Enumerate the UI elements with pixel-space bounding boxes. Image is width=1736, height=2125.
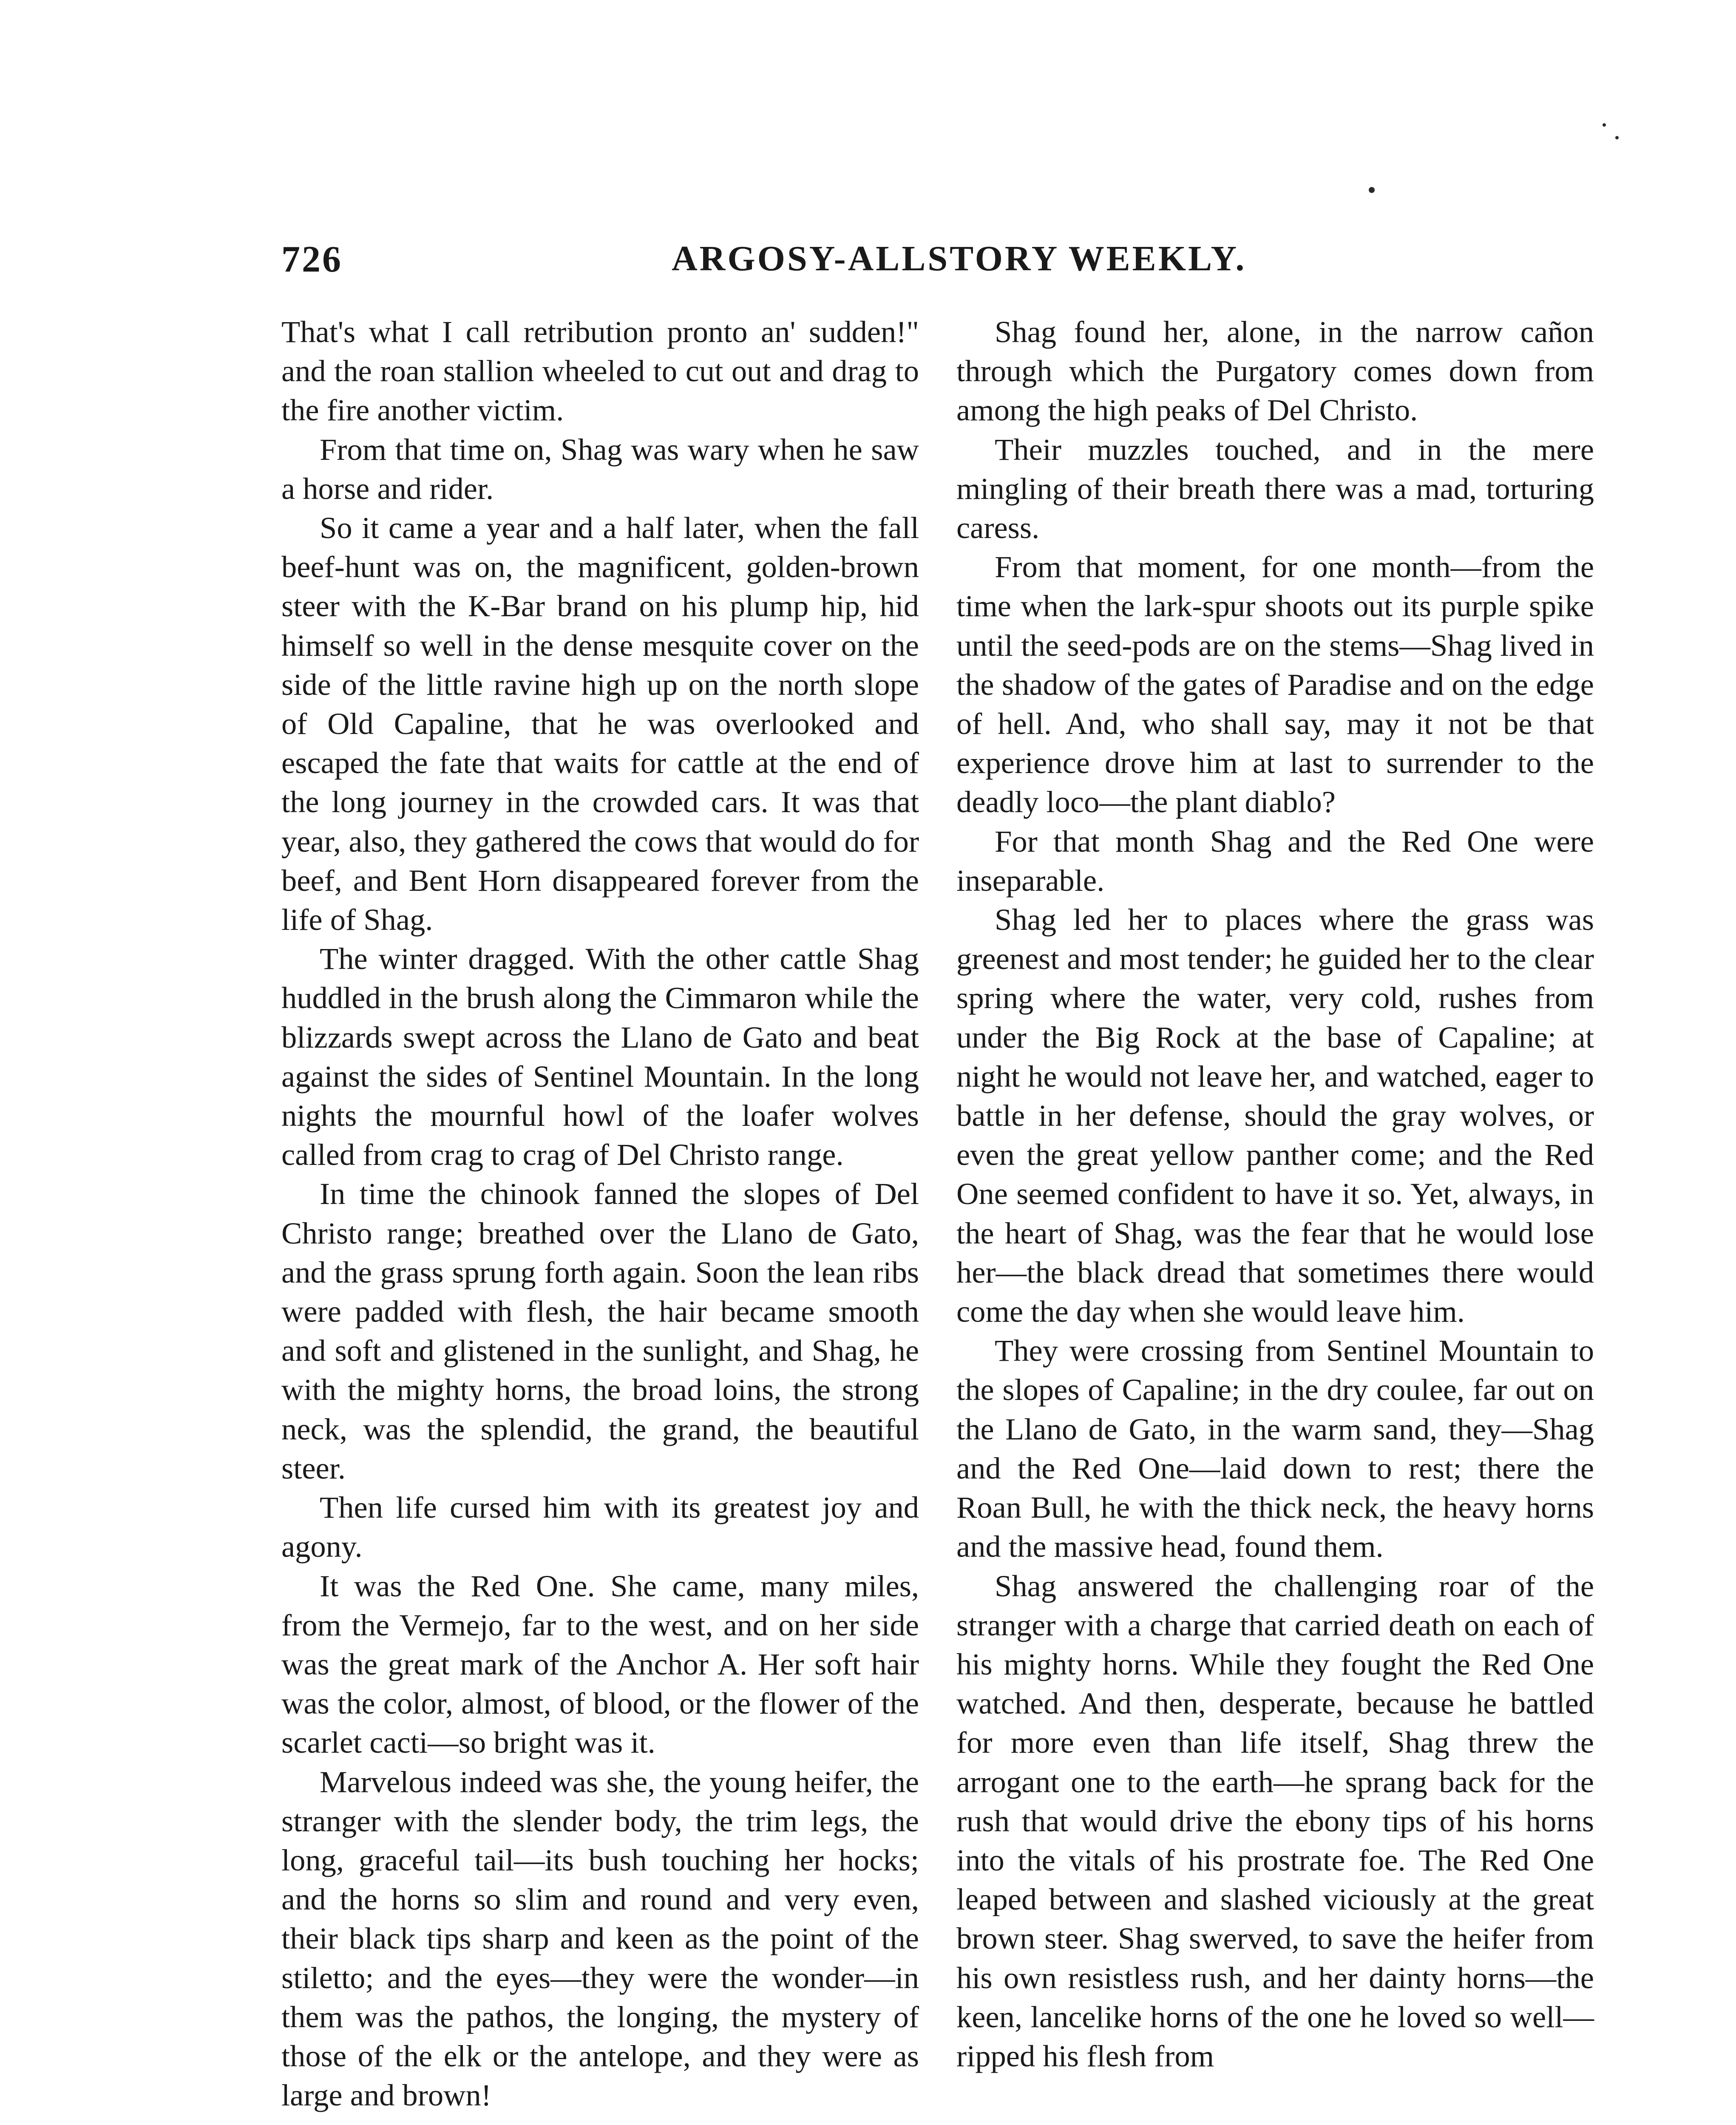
paragraph: Their muzzles touched, and in the mere mingling of their breath there was a mad, torturing caress. bbox=[956, 432, 1594, 545]
paragraph: So it came a year and a half later, when the fall beef-hunt was on, the magnificent, golden-brown steer with the K-Bar brand on his plump hip, hid himself so well in the dense mesquite cover on the side of the little ravine high up on the north slope of Old Capaline, that he was overlooked and escaped the fate that waits for cattle at the end of the long journey in the crowded cars. It was that year, also, they gathered the cows that would do for beef, and Bent Horn disappeared forever from the life of Shag. bbox=[281, 510, 919, 937]
paragraph: Shag found her, alone, in the narrow cañon through which the Purgatory comes down from among the high peaks of Del Christo. bbox=[956, 314, 1594, 428]
ink-speck bbox=[1603, 123, 1606, 127]
left-column bbox=[281, 312, 919, 2115]
paragraph: From that time on, Shag was wary when he saw a horse and rider. bbox=[281, 432, 919, 506]
paragraph: In time the chinook fanned the slopes of Del Christo range; breathed over the Llano de Gato, and the grass sprung forth again. Soon the lean ribs were padded with flesh, the hair became smooth and soft and glistened in the sunlight, and Shag, he with the mighty horns, the broad loins, the strong neck, was the splendid, the grand, the beautiful steer. bbox=[281, 1176, 919, 1485]
paragraph: Shag led her to places where the grass was greenest and most tender; he guided her to the clear spring where the water, very cold, rushes from under the Big Rock at the base of Capaline; at night he would not leave her, and watched, eager to battle in her defense, should the gray wolves, or even the great yellow panther come; and the Red One seemed confident to have it so. Yet, always, in the heart of Shag, was the fear that he would lose her—the black dread that sometimes there would come the day when she would leave him. bbox=[956, 902, 1594, 1329]
paragraph: The winter dragged. With the other cattle Shag huddled in the brush along the Cimmaron while the blizzards swept across the Llano de Gato and beat against the sides of Sentinel Mountain. In the long nights the mournful howl of the loafer wolves called from crag to crag of Del Christo range. bbox=[281, 941, 919, 1172]
right-column bbox=[956, 312, 1594, 2076]
ink-speck bbox=[1369, 187, 1375, 193]
paragraph: For that month Shag and the Red One were inseparable. bbox=[956, 824, 1594, 898]
paragraph: That's what I call retribution pronto an' sudden!" and the roan stallion wheeled to cut out and drag to the fire another victim. bbox=[281, 314, 919, 428]
paragraph: Shag answered the challenging roar of the stranger with a charge that carried death on each of his mighty horns. While they fought the Red One watched. And then, desperate, because he battled for more even than life itself, Shag threw the arrogant one to the earth—he sprang back for the rush that would drive the ebony tips of his horns into the vitals of his prostrate foe. The Red One leaped between and slashed viciously at the great brown steer. Shag swerved, to save the heifer from his own resistless rush, and her dainty horns—the keen, lancelike horns of the one he loved so well—ripped his flesh from bbox=[956, 1568, 1594, 2073]
paragraph: They were crossing from Sentinel Mountain to the slopes of Capaline; in the dry coulee, far out on the Llano de Gato, in the warm sand, they—Shag and the Red One—laid down to rest; there the Roan Bull, he with the thick neck, the heavy horns and the massive head, found them. bbox=[956, 1333, 1594, 1564]
page-number: 726 bbox=[281, 239, 343, 280]
running-head: ARGOSY-ALLSTORY WEEKLY. bbox=[672, 239, 1247, 278]
paragraph: Marvelous indeed was she, the young heifer, the stranger with the slender body, the trim legs, the long, graceful tail—its bush touching her hocks; and the horns so slim and round and very even, their black tips sharp and keen as the point of the stiletto; and the eyes—they were the wonder—in them was the pathos, the longing, the mystery of those of the elk or the antelope, and they were as large and brown! bbox=[281, 1764, 919, 2113]
paragraph: From that moment, for one month—from the time when the lark-spur shoots out its purple spike until the seed-pods are on the stems—Shag lived in the shadow of the gates of Paradise and on the edge of hell. And, who shall say, may it not be that experience drove him at last to surrender to the deadly loco—the plant diablo? bbox=[956, 550, 1594, 819]
page-header bbox=[0, 238, 1736, 289]
ink-speck bbox=[1615, 136, 1619, 139]
paragraph: Then life cursed him with its greatest joy and agony. bbox=[281, 1490, 919, 1564]
paragraph: It was the Red One. She came, many miles, from the Vermejo, far to the west, and on her side was the great mark of the Anchor A. Her soft hair was the color, almost, of blood, or the flower of the scarlet cacti—so bright was it. bbox=[281, 1568, 919, 1760]
